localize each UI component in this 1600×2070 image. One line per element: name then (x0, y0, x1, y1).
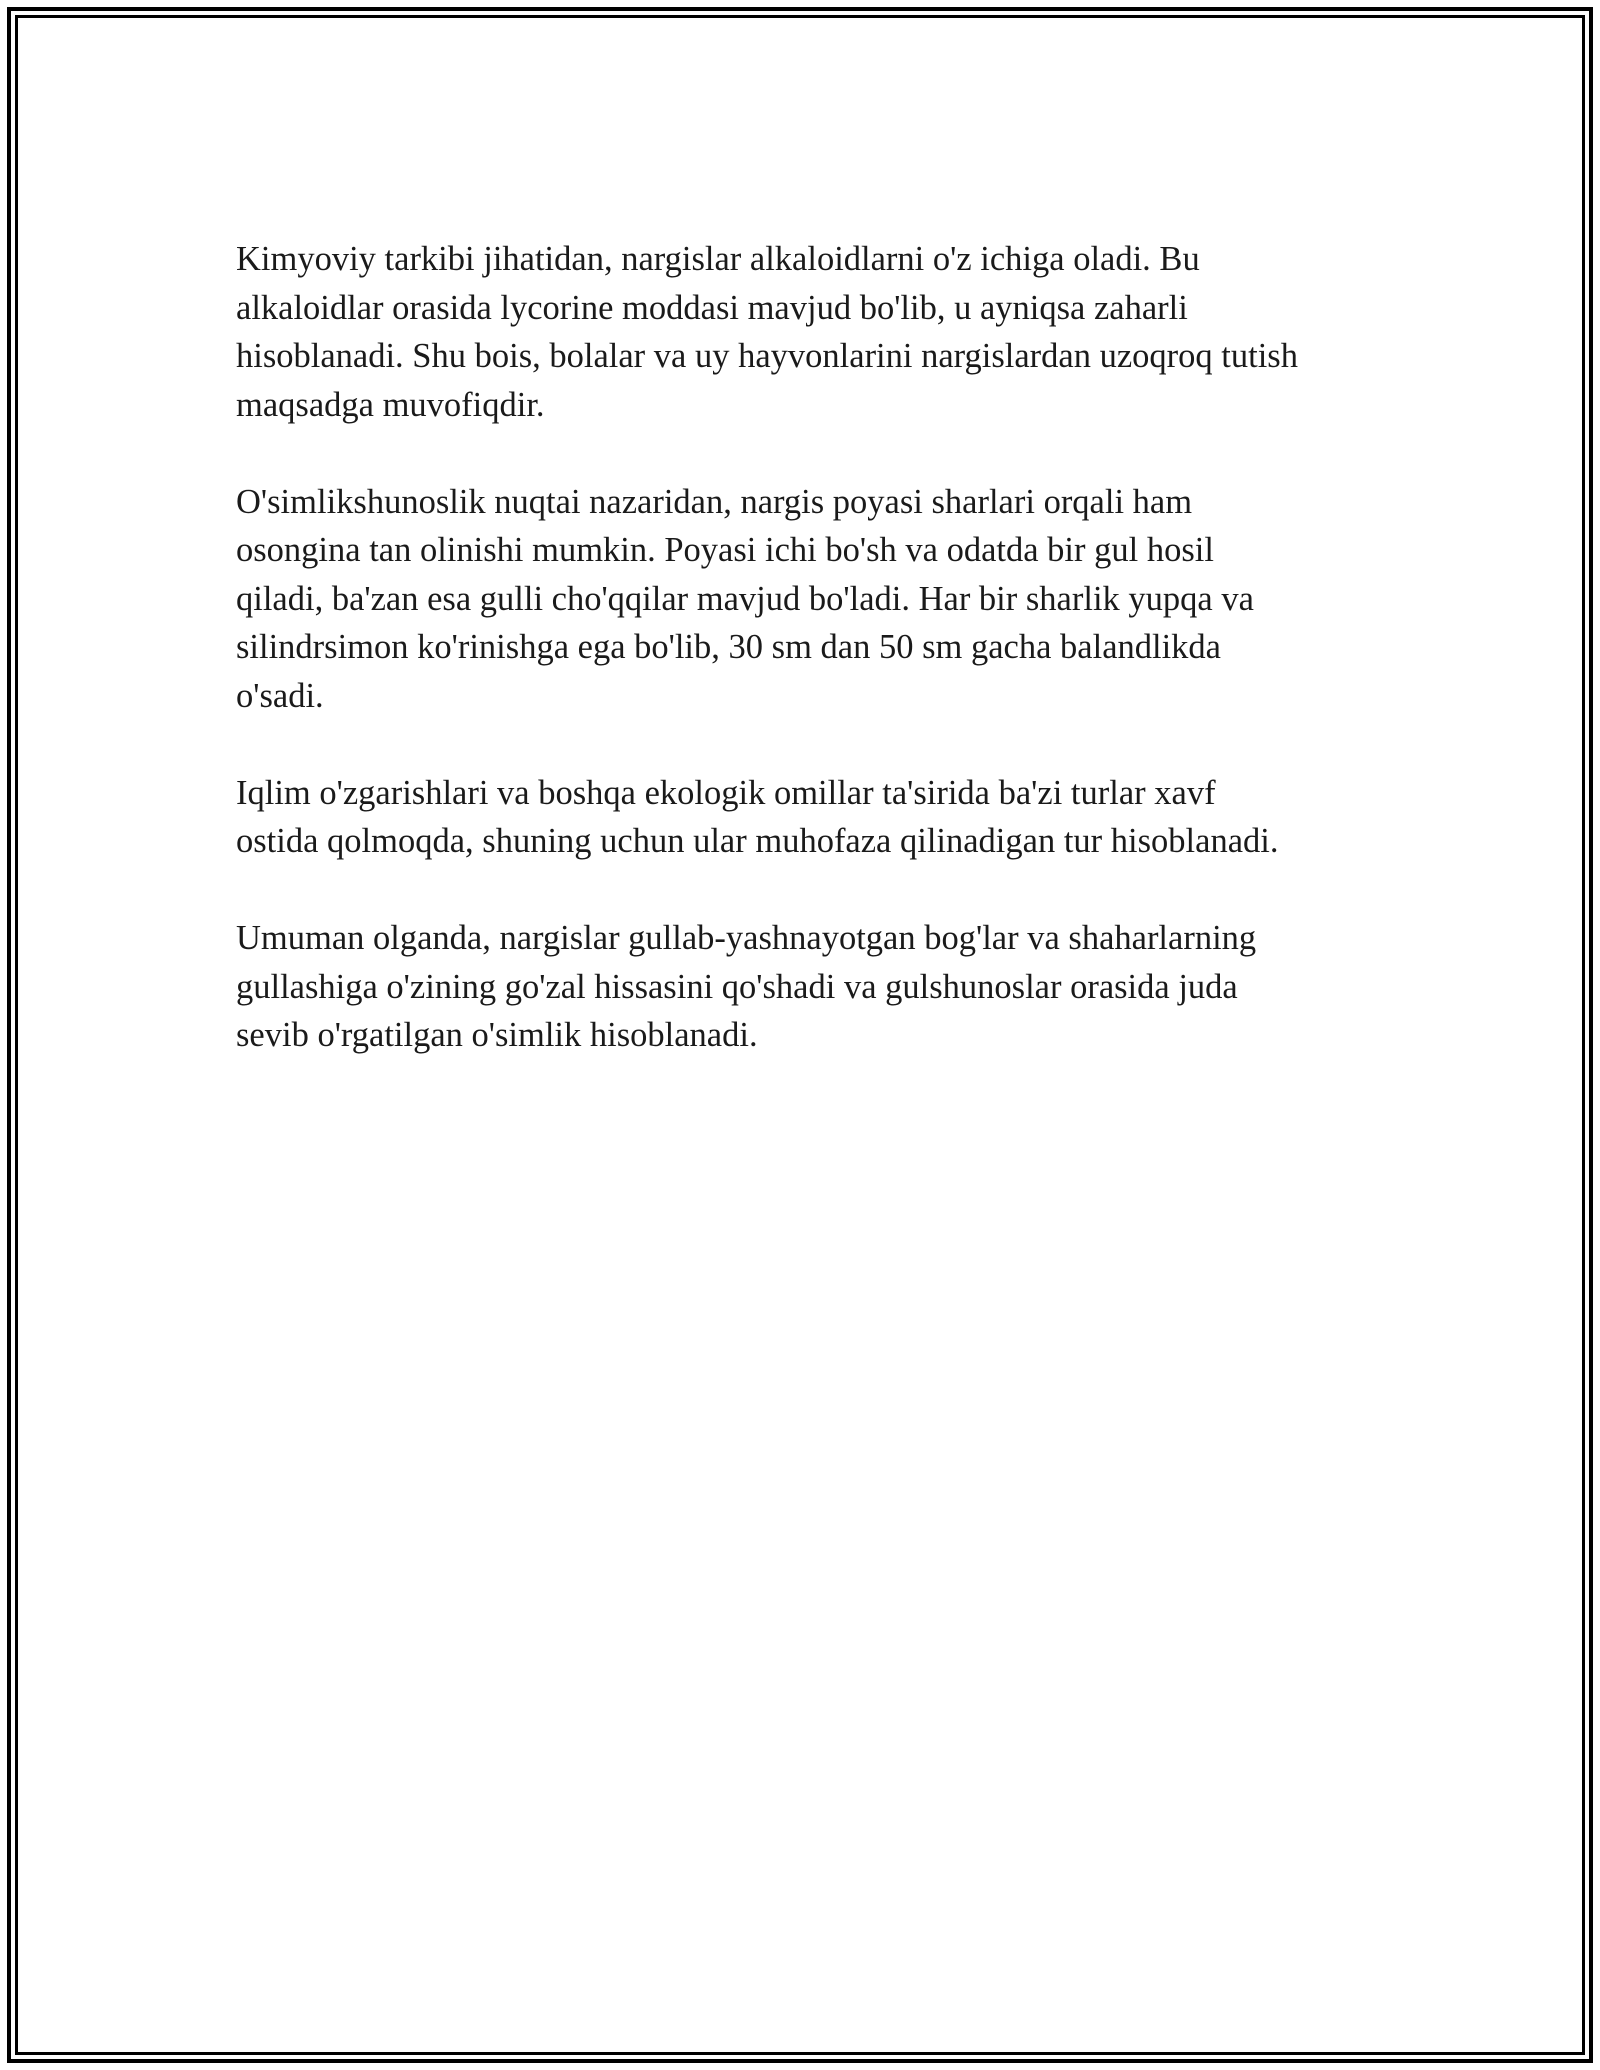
document-body (236, 235, 1416, 1108)
paragraph-3: Iqlim o'zgarishlari va boshqa ekologik omillar ta'sirida ba'zi turlar xavf ostida qolmoqda, shuning uchun ular muhofaza qilinadigan tur hisoblanadi. (236, 773, 1279, 860)
paragraph-1: Kimyoviy tarkibi jihatidan, nargislar alkaloidlarni o'z ichiga oladi. Bu alkaloidlar orasida lycorine moddasi mavjud bo'lib, u ayniqsa zaharli hisoblanadi. Shu bois, bolalar va uy hayvonlarini nargislardan uzoqroq tutish maqsadga muvofiqdir. (236, 240, 1298, 424)
paragraph-2: O'simlikshunoslik nuqtai nazaridan, nargis poyasi sharlari orqali ham osongina tan olinishi mumkin. Poyasi ichi bo'sh va odatda bir gul hosil qiladi, ba'zan esa gulli cho'qqilar mavjud bo'ladi. Har bir sharlik yupqa va silindrsimon ko'rinishga ega bo'lib, 30 sm dan 50 sm gacha balandlikda o'sadi. (236, 482, 1254, 715)
paragraph-4: Umuman olganda, nargislar gullab-yashnayotgan bog'lar va shaharlarning gullashiga o'zining go'zal hissasini qo'shadi va gulshunoslar orasida juda sevib o'rgatilgan o'simlik hisoblanadi. (236, 919, 1257, 1054)
